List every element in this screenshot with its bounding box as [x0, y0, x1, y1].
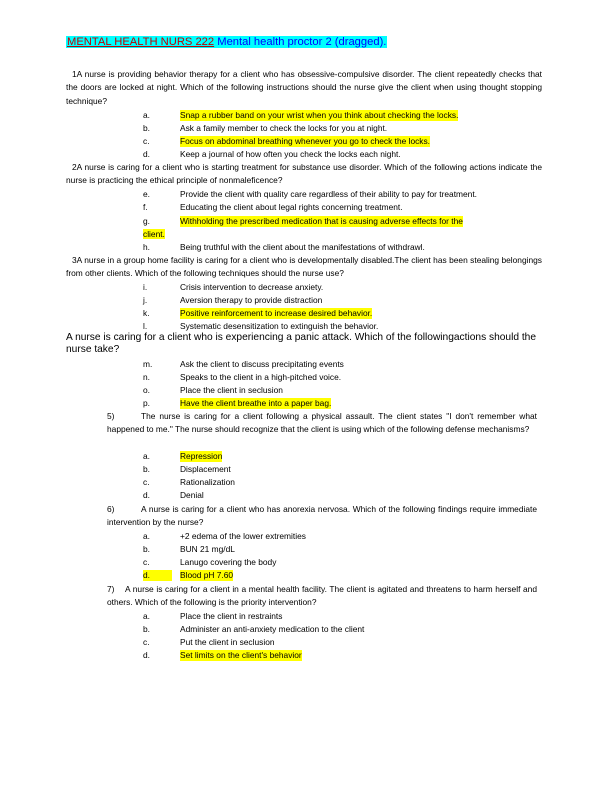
- option-text: Place the client in restraints: [180, 611, 283, 621]
- question-2-option-g-continuation: [143, 229, 165, 240]
- option-text-highlighted: Set limits on the client's behavior: [180, 650, 302, 660]
- course-link[interactable]: MENTAL HEALTH NURS 222: [67, 36, 215, 48]
- option-text-highlighted: client.: [143, 229, 165, 239]
- option-letter: a.: [143, 451, 150, 461]
- question-7-stem: A nurse is caring for a client in a mental health facility. The client is agitated and threatens to harm herself and others. Which of the following is the priority intervention?: [107, 584, 537, 608]
- option-letter: i.: [143, 282, 148, 292]
- option-text: Aversion therapy to provide distraction: [180, 295, 323, 305]
- option-text: Place the client in seclusion: [180, 385, 283, 395]
- option-text: Systematic desensitization to extinguish the behavior.: [180, 321, 379, 331]
- option-letter: a.: [143, 531, 150, 541]
- option-letter: j.: [143, 295, 148, 305]
- question-7-stem-wrap: [107, 583, 537, 610]
- option-letter: m.: [143, 359, 153, 369]
- option-text: Rationalization: [180, 477, 235, 487]
- question-4-stem: A nurse is caring for a client who is experiencing a panic attack. Which of the followingactions should the nurse take?: [66, 332, 537, 355]
- option-letter: n.: [143, 372, 150, 382]
- option-letter: h.: [143, 242, 150, 252]
- title-text: Mental health proctor 2 (dragged).: [214, 36, 387, 48]
- option-letter: p.: [143, 398, 150, 408]
- option-letter: g.: [143, 216, 150, 226]
- option-text: +2 edema of the lower extremities: [180, 531, 306, 541]
- question-number: 5): [107, 411, 115, 421]
- option-letter: l.: [143, 321, 148, 331]
- option-text: Put the client in seclusion: [180, 637, 275, 647]
- option-text: Lanugo covering the body: [180, 557, 277, 567]
- option-text: Educating the client about legal rights concerning treatment.: [180, 202, 403, 212]
- option-text: Crisis intervention to decrease anxiety.: [180, 282, 324, 292]
- option-letter: d.: [143, 149, 150, 159]
- option-text: Being truthful with the client about the manifestations of withdrawl.: [180, 242, 425, 252]
- option-text: Keep a journal of how often you check the locks each night.: [180, 149, 401, 159]
- option-letter: d.: [143, 650, 150, 660]
- option-text: BUN 21 mg/dL: [180, 544, 235, 554]
- option-text-highlighted: Snap a rubber band on your wrist when you think about checking the locks.: [180, 110, 459, 120]
- document-title: [66, 36, 387, 48]
- option-text-highlighted: Positive reinforcement to increase desired behavior.: [180, 308, 373, 318]
- option-text: Provide the client with quality care regardless of their ability to pay for treatment.: [180, 189, 477, 199]
- option-letter: c.: [143, 637, 150, 647]
- option-text-highlighted: Focus on abdominal breathing whenever you go to check the locks.: [180, 136, 431, 146]
- question-number: 7): [107, 584, 115, 594]
- question-number: 6): [107, 504, 115, 514]
- option-letter: c.: [143, 557, 150, 567]
- option-letter: d.: [143, 490, 150, 500]
- question-2-stem: 2A nurse is caring for a client who is starting treatment for substance use disorder. Which of the following actions indicate the nurse is practicing the ethical principle of nonmaleficence?: [66, 162, 542, 186]
- option-letter: c.: [143, 136, 150, 146]
- option-letter: b.: [143, 123, 150, 133]
- option-text: Speaks to the client in a high-pitched voice.: [180, 372, 342, 382]
- option-letter: b.: [143, 544, 150, 554]
- option-letter: c.: [143, 477, 150, 487]
- option-text: Ask a family member to check the locks for you at night.: [180, 123, 388, 133]
- option-letter: a.: [143, 110, 150, 120]
- question-6-stem-wrap: [107, 503, 537, 530]
- question-5-stem: The nurse is caring for a client following a physical assault. The client states "I don't remember what happened to me." The nurse should recognize that the client is using which of the following defense mechanisms?: [107, 411, 537, 435]
- option-letter: k.: [143, 308, 150, 318]
- option-letter: f.: [143, 202, 148, 212]
- option-letter-highlighted: d.: [143, 570, 172, 581]
- option-text-highlighted: Repression: [180, 451, 223, 461]
- question-3-stem: 3A nurse in a group home facility is caring for a client who is developmentally disabled.The client has been stealing belongings from other clients. Which of the following techniques should the nurse use?: [66, 255, 542, 279]
- question-6-stem: A nurse is caring for a client who has anorexia nervosa. Which of the following findings require immediate intervention by the nurse?: [107, 504, 537, 528]
- option-letter: b.: [143, 624, 150, 634]
- option-text-highlighted: Withholding the prescribed medication that is causing adverse effects for the: [180, 216, 463, 226]
- option-text-highlighted: Blood pH 7.60: [180, 570, 234, 580]
- option-text: Denial: [180, 490, 204, 500]
- option-text: Displacement: [180, 464, 231, 474]
- question-1-stem: 1A nurse is providing behavior therapy for a client who has obsessive-compulsive disorder. The client repeatedly checks that the doors are locked at night. Which of the following instructions should the nurse give the client when using thought stopping technique?: [66, 69, 542, 106]
- option-text: Administer an anti-anxiety medication to the client: [180, 624, 365, 634]
- option-letter: e.: [143, 189, 150, 199]
- option-text: Ask the client to discuss precipitating events: [180, 359, 344, 369]
- option-text-highlighted: Have the client breathe into a paper bag.: [180, 398, 332, 408]
- option-letter: a.: [143, 611, 150, 621]
- option-letter: b.: [143, 464, 150, 474]
- option-letter: o.: [143, 385, 150, 395]
- question-5-stem-wrap: [107, 410, 537, 437]
